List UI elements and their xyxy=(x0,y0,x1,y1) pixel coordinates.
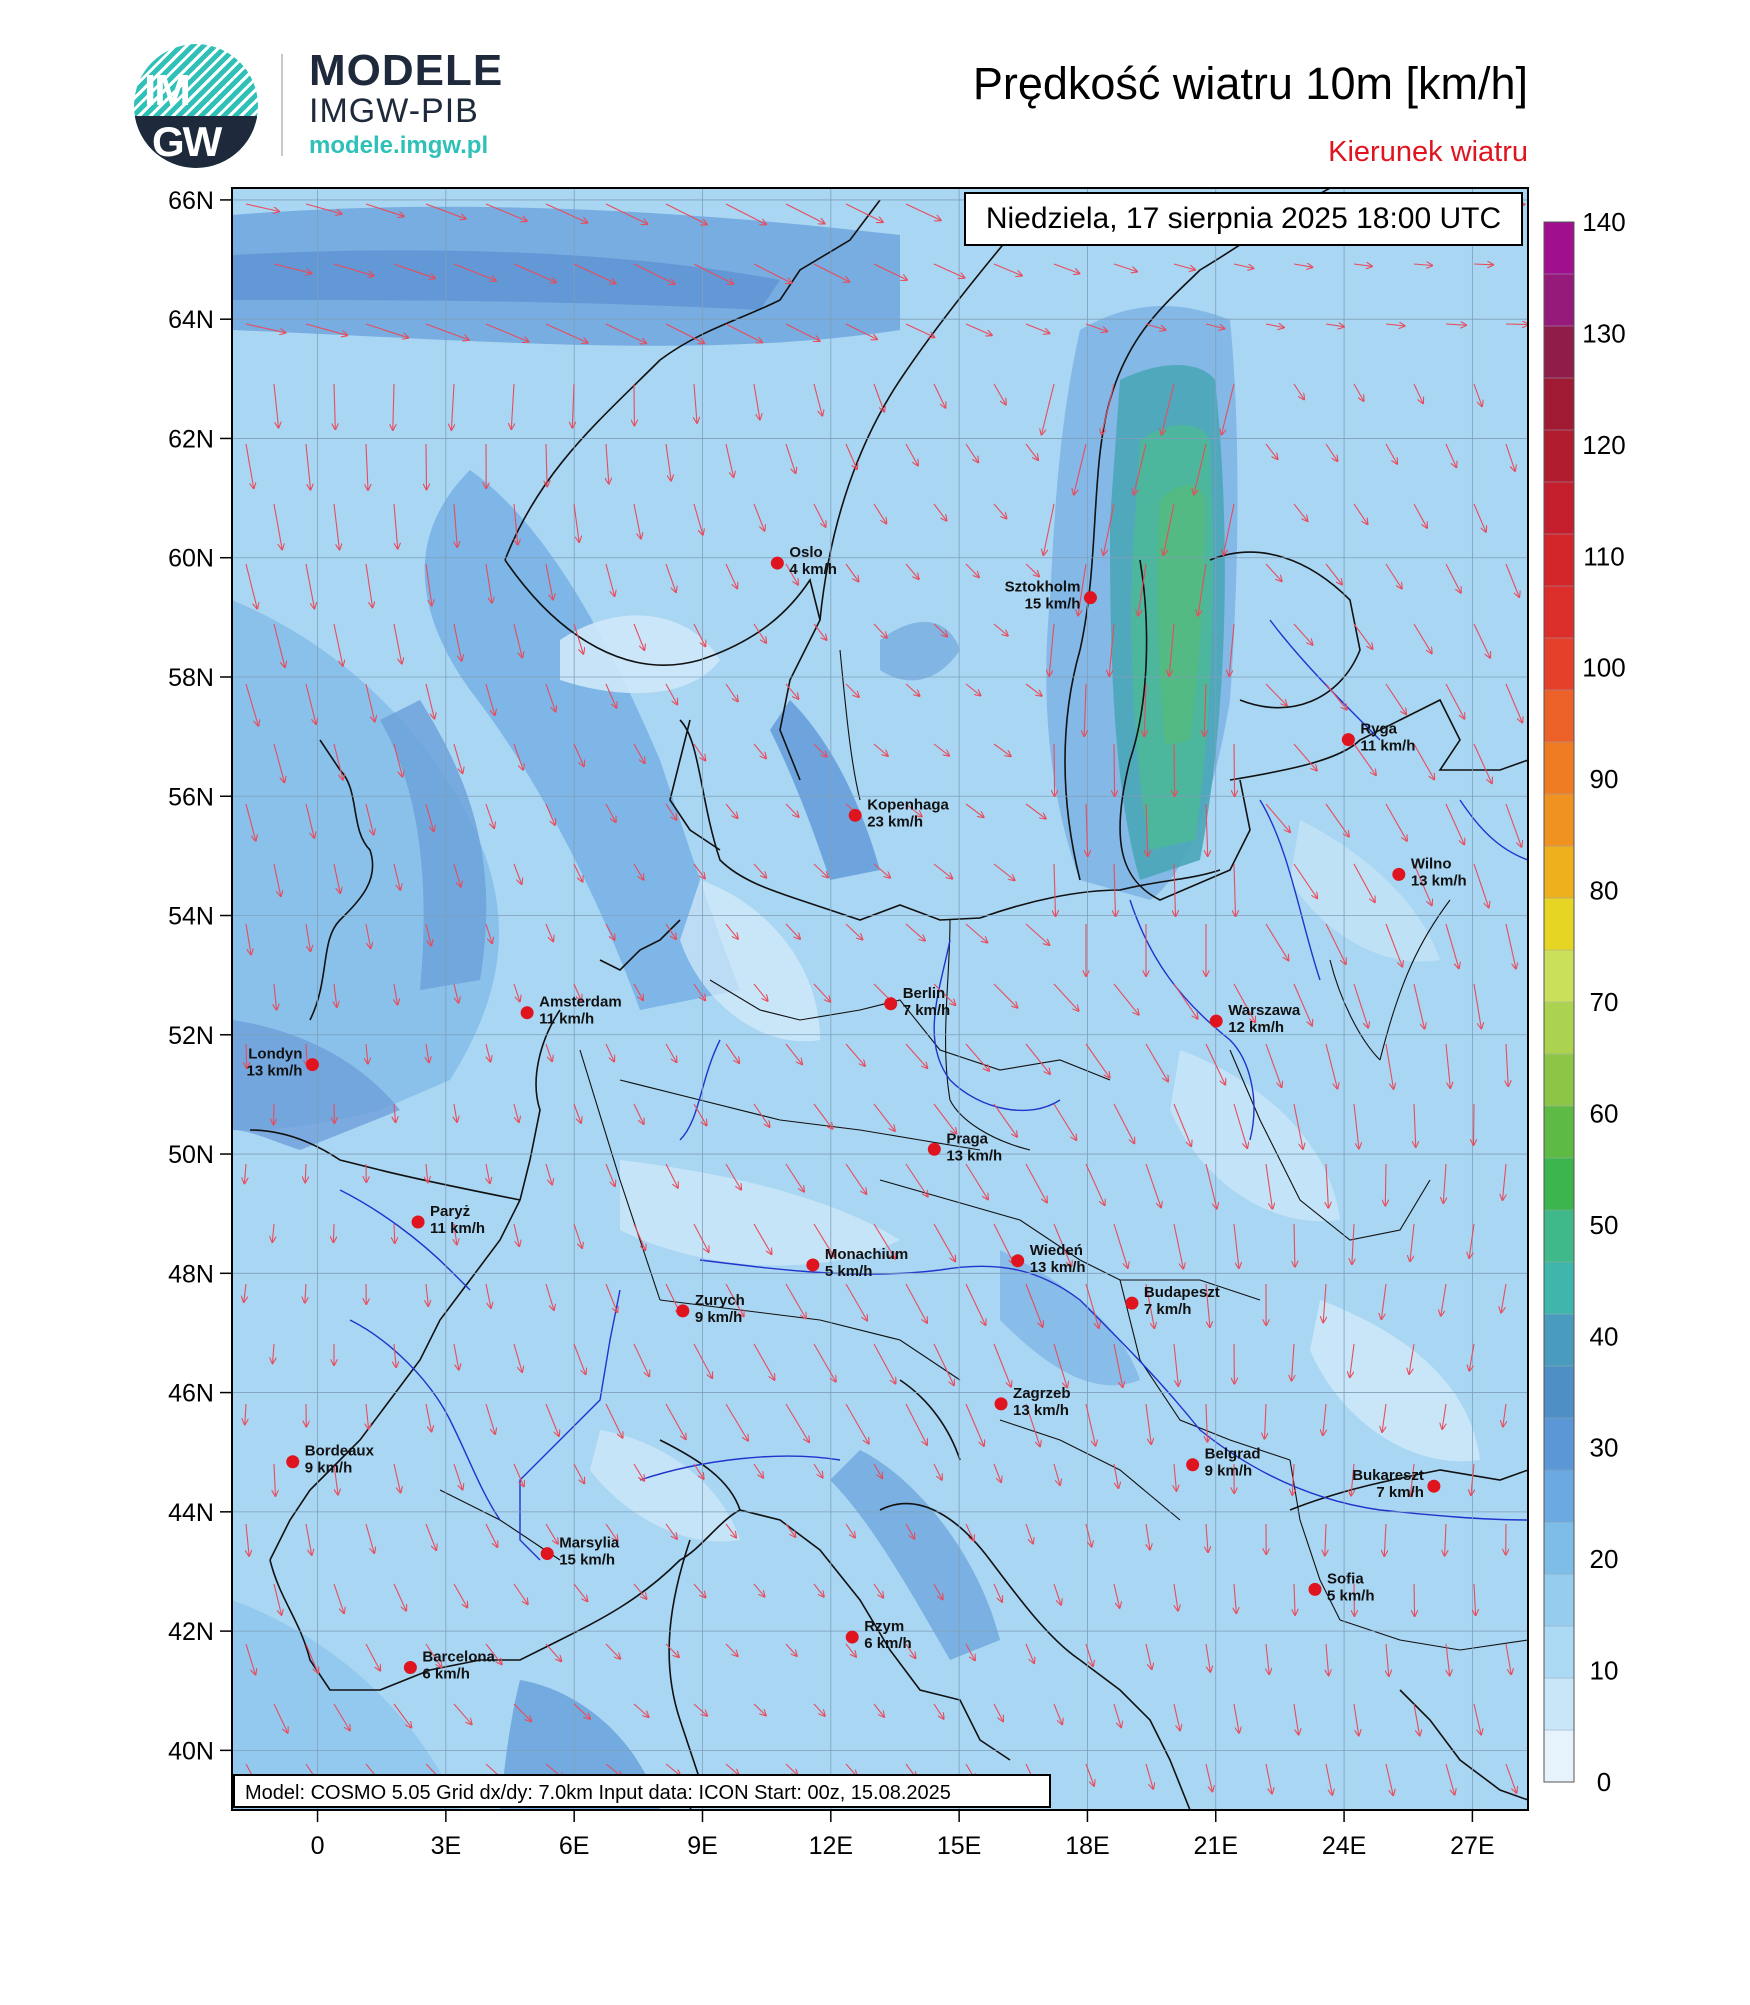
city-wind-value: 5 km/h xyxy=(1327,1587,1375,1604)
colorbar-tick-label: 60 xyxy=(1590,1098,1619,1128)
city-name-label: Belgrad xyxy=(1205,1446,1261,1463)
lat-tick-label: 56N xyxy=(168,783,214,811)
colorbar-segment xyxy=(1544,690,1574,743)
wind-arrow xyxy=(1506,324,1528,325)
wind-arrow xyxy=(754,1824,766,1835)
city-marker[interactable] xyxy=(771,557,784,570)
city-name-label: Bukareszt xyxy=(1352,1467,1424,1484)
city-name-label: Wilno xyxy=(1411,855,1452,872)
wind-arrow xyxy=(1385,1164,1386,1206)
colorbar-segment xyxy=(1544,534,1574,587)
city-marker[interactable] xyxy=(521,1006,534,1019)
city-wind-value: 13 km/h xyxy=(247,1063,303,1080)
colorbar-segment xyxy=(1544,1002,1574,1055)
colorbar-tick-label: 140 xyxy=(1582,207,1625,237)
city-name-label: Sztokholm xyxy=(1005,579,1081,596)
colorbar-tick-label: 30 xyxy=(1590,1433,1619,1463)
wind-arrow xyxy=(394,1824,415,1845)
city-wind-value: 5 km/h xyxy=(825,1263,873,1280)
colorbar-segment xyxy=(1544,1470,1574,1523)
lat-tick-label: 44N xyxy=(168,1499,214,1527)
colorbar-segment xyxy=(1544,1366,1574,1419)
colorbar-segment xyxy=(1544,1054,1574,1107)
colorbar-segment xyxy=(1544,1158,1574,1211)
city-name-label: Marsylia xyxy=(559,1535,620,1552)
city-marker[interactable] xyxy=(995,1397,1008,1410)
lat-tick-label: 48N xyxy=(168,1260,214,1288)
lon-tick-label: 15E xyxy=(937,1832,981,1860)
city-name-label: Paryż xyxy=(430,1203,470,1220)
wind-arrow xyxy=(514,1824,533,1839)
city-name-label: Praga xyxy=(946,1130,988,1147)
lat-tick-label: 40N xyxy=(168,1737,214,1765)
city-name-label: Budapeszt xyxy=(1144,1284,1220,1301)
wind-arrow xyxy=(334,1824,354,1848)
city-wind-value: 12 km/h xyxy=(1228,1019,1284,1036)
colorbar-segment xyxy=(1544,1730,1574,1783)
lon-tick-label: 21E xyxy=(1194,1832,1238,1860)
city-marker[interactable] xyxy=(884,997,897,1010)
city-marker[interactable] xyxy=(846,1631,859,1644)
colorbar-segment xyxy=(1544,846,1574,899)
colorbar xyxy=(1544,207,1626,1797)
lon-tick-label: 27E xyxy=(1450,1832,1494,1860)
wind-arrow xyxy=(1234,744,1235,796)
city-marker[interactable] xyxy=(1308,1583,1321,1596)
city-wind-value: 4 km/h xyxy=(789,561,837,578)
wind-arrow xyxy=(1054,1824,1063,1844)
city-name-label: Berlin xyxy=(903,985,946,1002)
wind-arrow xyxy=(1174,1824,1181,1850)
city-name-label: Wiedeń xyxy=(1030,1242,1083,1259)
page-title: Prędkość wiatru 10m [km/h] xyxy=(973,58,1528,110)
city-name-label: Warszawa xyxy=(1228,1002,1301,1019)
city-name-label: Amsterdam xyxy=(539,994,622,1011)
lat-tick-label: 58N xyxy=(168,664,214,692)
city-wind-value: 7 km/h xyxy=(1144,1301,1192,1318)
city-name-label: Sofia xyxy=(1327,1570,1364,1587)
city-marker[interactable] xyxy=(404,1661,417,1674)
lon-tick-label: 6E xyxy=(559,1832,590,1860)
colorbar-segment xyxy=(1544,274,1574,327)
wind-arrow xyxy=(1114,1824,1122,1847)
colorbar-segment xyxy=(1544,1522,1574,1575)
longitude-axis xyxy=(311,1810,1495,1860)
colorbar-tick-label: 130 xyxy=(1582,318,1625,348)
colorbar-tick-label: 20 xyxy=(1590,1544,1619,1574)
city-wind-value: 9 km/h xyxy=(305,1460,353,1477)
colorbar-segment xyxy=(1544,1262,1574,1315)
colorbar-tick-label: 40 xyxy=(1590,1321,1619,1351)
colorbar-segment xyxy=(1544,638,1574,691)
lat-tick-label: 54N xyxy=(168,903,214,931)
colorbar-segment xyxy=(1544,1626,1574,1679)
colorbar-segment xyxy=(1544,378,1574,431)
wind-arrow xyxy=(874,1824,884,1837)
city-wind-value: 23 km/h xyxy=(867,813,923,830)
city-name-label: Bordeaux xyxy=(305,1443,375,1460)
colorbar-segment xyxy=(1544,794,1574,847)
latitude-axis xyxy=(168,187,232,1765)
lat-tick-label: 62N xyxy=(168,425,214,453)
colorbar-segment xyxy=(1544,1106,1574,1159)
city-marker[interactable] xyxy=(1084,591,1097,604)
city-marker[interactable] xyxy=(1011,1254,1024,1267)
city-wind-value: 9 km/h xyxy=(695,1309,743,1326)
city-wind-value: 9 km/h xyxy=(1205,1463,1253,1480)
city-name-label: Kopenhaga xyxy=(867,796,949,813)
city-wind-value: 6 km/h xyxy=(864,1635,912,1652)
lat-tick-label: 60N xyxy=(168,545,214,573)
logo-mark-bottom: GW xyxy=(152,118,220,166)
colorbar-tick-label: 120 xyxy=(1582,430,1625,460)
city-wind-value: 7 km/h xyxy=(903,1002,951,1019)
colorbar-segment xyxy=(1544,1678,1574,1731)
city-marker[interactable] xyxy=(412,1216,425,1229)
lat-tick-label: 66N xyxy=(168,187,214,215)
page-subtitle: Kierunek wiatru xyxy=(1328,136,1528,169)
wind-arrow xyxy=(634,1824,650,1836)
logo-brand: MODELE xyxy=(309,46,503,96)
lat-tick-label: 64N xyxy=(168,306,214,334)
city-name-label: Ryga xyxy=(1360,721,1397,738)
colorbar-tick-label: 10 xyxy=(1590,1656,1619,1686)
logo-mark-top: IM xyxy=(144,66,189,116)
logo-org: IMGW-PIB xyxy=(309,92,479,131)
city-wind-value: 15 km/h xyxy=(1025,596,1081,613)
wind-arrow xyxy=(333,1224,334,1242)
city-wind-value: 13 km/h xyxy=(1013,1402,1069,1419)
wind-arrow xyxy=(274,1104,275,1124)
wind-arrow xyxy=(274,1824,292,1850)
wind-arrow xyxy=(1474,1104,1475,1145)
city-marker[interactable] xyxy=(928,1143,941,1156)
city-wind-value: 7 km/h xyxy=(1376,1484,1424,1501)
city-wind-value: 11 km/h xyxy=(1360,738,1415,755)
city-marker[interactable] xyxy=(1427,1480,1440,1493)
city-marker[interactable] xyxy=(1125,1297,1138,1310)
wind-arrow xyxy=(426,444,427,489)
lat-tick-label: 50N xyxy=(168,1141,214,1169)
city-wind-value: 11 km/h xyxy=(539,1011,594,1028)
city-marker[interactable] xyxy=(286,1455,299,1468)
lon-tick-label: 3E xyxy=(431,1832,462,1860)
city-wind-value: 15 km/h xyxy=(559,1552,615,1569)
city-name-label: Zagrzeb xyxy=(1013,1385,1071,1402)
wind-arrow xyxy=(1294,1824,1301,1854)
lon-tick-label: 0 xyxy=(311,1832,325,1860)
wind-arrow xyxy=(1414,1824,1424,1855)
city-wind-value: 6 km/h xyxy=(422,1665,470,1682)
colorbar-segment xyxy=(1544,430,1574,483)
lat-tick-label: 52N xyxy=(168,1022,214,1050)
city-marker[interactable] xyxy=(1186,1458,1199,1471)
city-name-label: Zurych xyxy=(695,1292,745,1309)
wind-arrow xyxy=(1114,744,1115,796)
colorbar-tick-label: 80 xyxy=(1590,876,1619,906)
colorbar-segment xyxy=(1544,950,1574,1003)
colorbar-segment xyxy=(1544,1210,1574,1263)
city-wind-value: 13 km/h xyxy=(946,1147,1002,1164)
logo-url[interactable]: modele.imgw.pl xyxy=(309,132,488,160)
colorbar-segment xyxy=(1544,326,1574,379)
city-marker[interactable] xyxy=(1342,733,1355,746)
colorbar-segment xyxy=(1544,742,1574,795)
city-marker[interactable] xyxy=(1210,1015,1223,1028)
city-wind-value: 13 km/h xyxy=(1030,1259,1086,1276)
wind-arrow xyxy=(1054,744,1055,796)
lon-tick-label: 24E xyxy=(1322,1832,1366,1860)
city-marker[interactable] xyxy=(849,809,862,822)
colorbar-tick-label: 70 xyxy=(1590,987,1619,1017)
forecast-date-label: Niedziela, 17 sierpnia 2025 18:00 UTC xyxy=(964,192,1523,246)
city-name-label: Barcelona xyxy=(422,1648,495,1665)
city-marker[interactable] xyxy=(1392,868,1405,881)
lon-tick-label: 9E xyxy=(687,1832,718,1860)
colorbar-segment xyxy=(1544,482,1574,535)
lat-tick-label: 46N xyxy=(168,1380,214,1408)
colorbar-tick-label: 50 xyxy=(1590,1210,1619,1240)
colorbar-segment xyxy=(1544,222,1574,275)
city-name-label: Londyn xyxy=(248,1046,302,1063)
colorbar-segment xyxy=(1544,1574,1574,1627)
city-marker[interactable] xyxy=(676,1304,689,1317)
lat-tick-label: 42N xyxy=(168,1618,214,1646)
city-marker[interactable] xyxy=(541,1547,554,1560)
city-name-label: Monachium xyxy=(825,1246,908,1263)
colorbar-tick-label: 100 xyxy=(1582,653,1625,683)
wind-arrow xyxy=(994,1824,1003,1841)
city-name-label: Oslo xyxy=(789,544,822,561)
lon-tick-label: 12E xyxy=(809,1832,853,1860)
city-marker[interactable] xyxy=(306,1058,319,1071)
model-info-label: Model: COSMO 5.05 Grid dx/dy: 7.0km Input data: ICON Start: 00z, 15.08.2025 xyxy=(233,1774,1051,1808)
colorbar-tick-label: 110 xyxy=(1583,541,1624,571)
colorbar-tick-label: 90 xyxy=(1590,764,1619,794)
wind-arrow xyxy=(1414,1584,1415,1616)
city-marker[interactable] xyxy=(806,1258,819,1271)
colorbar-segment xyxy=(1544,586,1574,639)
city-wind-value: 13 km/h xyxy=(1411,872,1467,889)
lon-tick-label: 18E xyxy=(1065,1832,1109,1860)
city-name-label: Rzym xyxy=(864,1618,904,1635)
colorbar-segment xyxy=(1544,898,1574,951)
colorbar-segment xyxy=(1544,1314,1574,1367)
colorbar-segment xyxy=(1544,1418,1574,1471)
colorbar-tick-label: 0 xyxy=(1597,1767,1611,1797)
wind-arrow xyxy=(1174,744,1175,796)
city-wind-value: 11 km/h xyxy=(430,1220,485,1237)
